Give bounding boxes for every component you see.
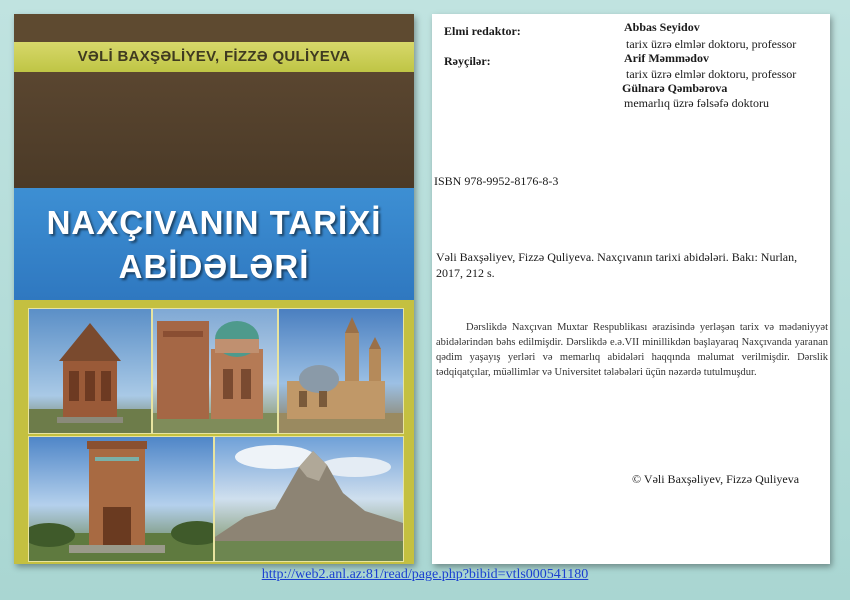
reviewer-1-title: tarix üzrə elmlər doktoru, professor (626, 67, 797, 81)
citation-line-2: 2017, 212 s. (436, 266, 495, 280)
cover-title-line1: NAXÇIVANIN TARİXİ (46, 204, 382, 241)
book-cover (14, 14, 414, 564)
cover-photo-tomb (28, 308, 152, 434)
cover-photo-mausoleum (152, 308, 278, 434)
reviewer-2-name: Gülnarə Qəmbərova (622, 81, 728, 95)
editor-label: Elmi redaktor: (444, 24, 521, 38)
cover-photo-tower (28, 436, 214, 562)
citation-line-1: Vəli Baxşəliyev, Fizzə Quliyeva. Naxçıvanın tarixi abidələri. Bakı: Nurlan, (436, 250, 798, 264)
book-imprint-page (432, 14, 830, 564)
isbn: ISBN 978-9952-8176-8-3 (434, 174, 559, 188)
reviewer-2-title: memarlıq üzrə fəlsəfə doktoru (624, 96, 769, 110)
cover-title-band (14, 188, 414, 300)
cover-authors: VƏLİ BAXŞƏLİYEV, FİZZƏ QULİYEVA (14, 42, 414, 72)
cover-photo-mountain (214, 436, 404, 562)
reviewer-1-name: Arif Məmmədov (624, 51, 709, 65)
cover-photo-mosque (278, 308, 404, 434)
cover-top-band (14, 14, 414, 42)
copyright: © Vəli Baxşəliyev, Fizzə Quliyeva (632, 472, 800, 486)
reviewers-label: Rəyçilər: (444, 54, 491, 68)
editor-name: Abbas Seyidov (624, 20, 700, 34)
cover-title-line2: ABİDƏLƏRİ (118, 248, 310, 285)
editor-title: tarix üzrə elmlər doktoru, professor (626, 37, 797, 51)
abstract (436, 320, 828, 380)
cover-brown-band (14, 72, 414, 188)
cover-photo-collage (14, 300, 414, 564)
source-link[interactable]: http://web2.anl.az:81/read/page.php?bibid=vtls000541180 (261, 567, 589, 582)
abstract-text: Dərslikdə Naxçıvan Muxtar Respublikası ərazisində yerləşən tarix və mədəniyyət abidələrindən bəhs edilmişdir. Dərslikdə e.ə.VII minillikdən başlayaraq Naxçıvanda yaranan qədim yaşayış yerləri və memarlıq abidələri haqqında məlumat verilmişdir. Dərslik tədqiqatçılar, müəllimlər və Universitet tələbələri üçün nəzərdə tutulmuşdur. (436, 322, 828, 378)
